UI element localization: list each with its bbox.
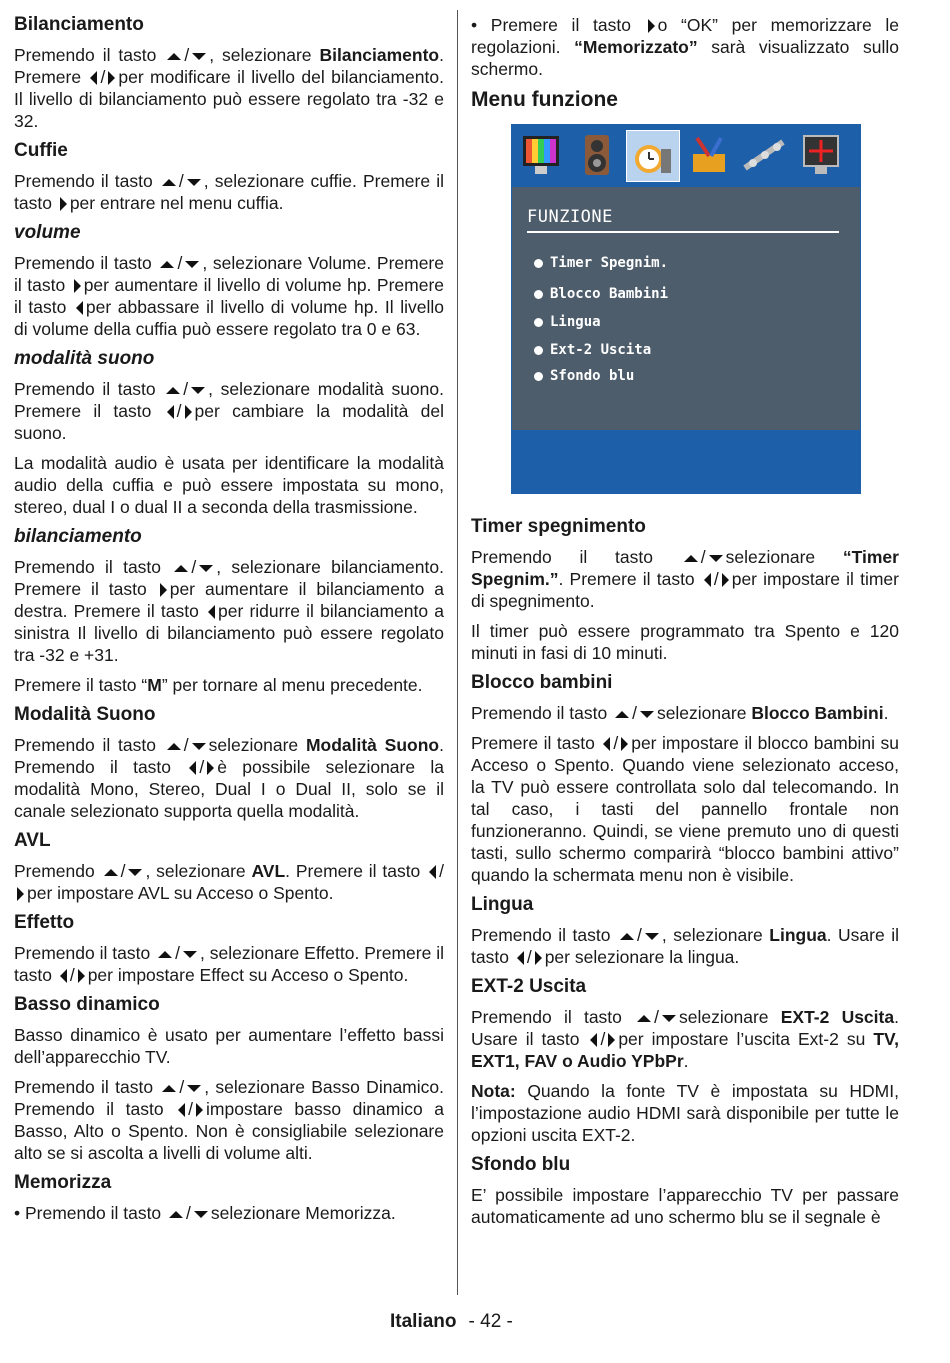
- menu-panel: [511, 186, 861, 431]
- right-arrow-icon: [207, 761, 214, 775]
- bullet-icon: [534, 346, 543, 355]
- left-arrow-icon: [590, 1033, 597, 1047]
- right-arrow-icon: [60, 197, 67, 211]
- page-footer: [390, 1311, 513, 1333]
- menu-footer-bar: [511, 431, 861, 494]
- source-menu-icon: [739, 130, 791, 180]
- left-arrow-icon: [90, 71, 97, 85]
- left-arrow-icon: [178, 1103, 185, 1117]
- menu-title-underline: [527, 231, 839, 233]
- left-arrow-icon: [603, 737, 610, 751]
- column-divider: [457, 10, 458, 1295]
- up-arrow-icon: [162, 1085, 176, 1092]
- up-arrow-icon: [174, 565, 188, 572]
- paragraph-modalita-suono-2: La modalità audio è usata per identificare la modalità audio della cuffia e può essere impostata su mono, stereo, dual I o dual II a seconda della trasmissione.: [14, 453, 444, 517]
- function-menu-screenshot: [511, 124, 861, 494]
- up-arrow-icon: [160, 261, 174, 268]
- install-menu-icon: [683, 130, 735, 180]
- down-arrow-icon: [640, 711, 654, 718]
- heading-blocco-bambini: Blocco bambini: [471, 672, 613, 693]
- paragraph-lingua: Premendo il tasto / , selezionare Lingua. Usare il tasto / per selezionare la lingua.: [471, 925, 899, 967]
- paragraph-volume: Premendo il tasto / , selezionare Volume. Premere il tasto per aumentare il livello di volume hp. Premere il tasto per abbassare il livello di volume hp. Il livello di volume della cuffia può essere regolato tra 0 e 63.: [14, 253, 445, 339]
- down-arrow-icon: [128, 869, 142, 876]
- right-arrow-icon: [74, 279, 81, 293]
- down-arrow-icon: [199, 565, 213, 572]
- sound-menu-icon: [571, 130, 623, 180]
- right-arrow-icon: [722, 573, 729, 587]
- right-arrow-icon: [608, 1033, 615, 1047]
- down-arrow-icon: [187, 1085, 201, 1092]
- down-arrow-icon: [185, 261, 199, 268]
- feature-menu-icon: [626, 130, 680, 182]
- left-arrow-icon: [189, 761, 196, 775]
- paragraph-modalita-suono-1: Premendo il tasto / , selezionare modalità suono. Premere il tasto / per cambiare la modalità del suono.: [14, 379, 445, 443]
- up-arrow-icon: [620, 933, 634, 940]
- right-arrow-icon: [78, 969, 85, 983]
- heading-cuffie: Cuffie: [14, 140, 68, 161]
- page-number: - 42 -: [468, 1311, 513, 1332]
- heading-volume: volume: [14, 222, 81, 243]
- bullet-icon: [534, 290, 543, 299]
- right-arrow-icon: [535, 951, 542, 965]
- heading-avl: AVL: [14, 830, 51, 851]
- footer-language: Italiano: [390, 1311, 457, 1332]
- paragraph-ext2-1: Premendo il tasto / selezionare EXT-2 Uscita. Usare il tasto / per impostare l’uscita Ext-2 su TV, EXT1, FAV o Audio YPbPr.: [471, 1007, 899, 1071]
- menu-item-timer[interactable]: Timer Spegnim.: [534, 255, 668, 271]
- paragraph-avl: Premendo / , selezionare AVL. Premere il tasto /per impostare AVL su Acceso o Spento.: [14, 861, 444, 903]
- up-arrow-icon: [104, 869, 118, 876]
- bullet-icon: [534, 259, 543, 268]
- down-arrow-icon: [191, 387, 205, 394]
- left-arrow-icon: [76, 301, 83, 315]
- paragraph-bilanciamento: Premendo il tasto / , selezionare Bilanciamento. Premere / per modificare il livello del bilanciamento. Il livello di bilanciamento può essere regolato tra -32 e 32.: [14, 45, 444, 131]
- left-column: [14, 14, 444, 1232]
- down-arrow-icon: [192, 743, 206, 750]
- down-arrow-icon: [187, 179, 201, 186]
- paragraph-bilanciamento-cuffia-1: Premendo il tasto / , selezionare bilanciamento. Premere il tasto per aumentare il bilanciamento a destra. Premere il tasto per ridurre il bilanciamento a sinistra Il livello di bilanciamento può essere regolato tra -32 e +31.: [14, 557, 444, 665]
- paragraph-cuffie: Premendo il tasto / , selezionare cuffie. Premere il tasto per entrare nel menu cuffia.: [14, 171, 445, 213]
- heading-modalita-suono-main: Modalità Suono: [14, 704, 156, 725]
- up-arrow-icon: [167, 743, 181, 750]
- menu-title: FUNZIONE: [527, 207, 613, 227]
- heading-ext2-uscita: EXT-2 Uscita: [471, 976, 587, 997]
- picture-menu-icon: [515, 130, 567, 180]
- heading-menu-funzione: Menu funzione: [471, 88, 618, 111]
- paragraph-basso-dinamico-2: Premendo il tasto / , selezionare Basso Dinamico. Premendo il tasto / impostare basso dinamico a Basso, Alto o Spento. Non è consigliabile selezionare alto se si ascolta a livelli di volume alti.: [14, 1077, 444, 1163]
- left-arrow-icon: [167, 405, 174, 419]
- menu-item-sfondo-blu[interactable]: Sfondo blu: [534, 368, 634, 384]
- paragraph-blocco-2: Premere il tasto / per impostare il blocco bambini su Acceso o Spento. Quando viene selezionato acceso, la TV può essere controllata solo dal telecomando. In tal caso, i tasti del pannello frontale non funzioneranno. Quindi, se viene premuto uno di questi tasti, sullo schermo comparirà “blocco bambini attivo” quando la schermata menu non è visibile.: [471, 733, 899, 885]
- paragraph-timer-2: Il timer può essere programmato tra Spento e 120 minuti in fasi di 10 minuti.: [471, 621, 899, 663]
- right-arrow-icon: [17, 887, 24, 901]
- right-column: [471, 14, 899, 1236]
- left-arrow-icon: [704, 573, 711, 587]
- menu-item-lingua[interactable]: Lingua: [534, 314, 601, 330]
- menu-icon-bar: [511, 124, 861, 186]
- paragraph-ext2-nota: Nota: Quando la fonte TV è impostata su HDMI, l’impostazione audio HDMI sarà disponibile per tutte le opzioni uscita EXT-2.: [471, 1081, 899, 1145]
- left-arrow-icon: [208, 605, 215, 619]
- heading-basso-dinamico: Basso dinamico: [14, 994, 160, 1015]
- right-arrow-icon: [108, 71, 115, 85]
- down-arrow-icon: [194, 1211, 208, 1218]
- menu-item-ext2[interactable]: Ext-2 Uscita: [534, 342, 651, 358]
- up-arrow-icon: [637, 1015, 651, 1022]
- down-arrow-icon: [183, 951, 197, 958]
- heading-modalita-suono: modalità suono: [14, 348, 155, 369]
- right-arrow-icon: [160, 583, 167, 597]
- heading-effetto: Effetto: [14, 912, 75, 933]
- paragraph-timer-1: Premendo il tasto / selezionare “Timer Spegnim.”. Premere il tasto / per impostare il timer di spegnimento.: [471, 547, 899, 611]
- right-arrow-icon: [648, 19, 655, 33]
- paragraph-sfondo-blu: E’ possibile impostare l’apparecchio TV per passare automaticamente ad uno schermo blu se il segnale è: [471, 1185, 899, 1227]
- menu-item-blocco-bambini[interactable]: Blocco Bambini: [534, 286, 668, 302]
- left-arrow-icon: [60, 969, 67, 983]
- down-arrow-icon: [709, 555, 723, 562]
- up-arrow-icon: [162, 179, 176, 186]
- heading-memorizza: Memorizza: [14, 1172, 112, 1193]
- down-arrow-icon: [645, 933, 659, 940]
- up-arrow-icon: [169, 1211, 183, 1218]
- heading-lingua: Lingua: [471, 894, 534, 915]
- left-arrow-icon: [429, 865, 436, 879]
- right-arrow-icon: [621, 737, 628, 751]
- right-arrow-icon: [185, 405, 192, 419]
- up-arrow-icon: [158, 951, 172, 958]
- paragraph-memorizza-2: • Premere il tasto o “OK” per memorizzare le regolazioni. “Memorizzato” sarà visualizzato sullo schermo.: [471, 15, 899, 79]
- paragraph-memorizza-1: • Premendo il tasto / selezionare Memorizza.: [14, 1203, 396, 1223]
- bullet-icon: [534, 372, 543, 381]
- heading-sfondo-blu: Sfondo blu: [471, 1154, 571, 1175]
- down-arrow-icon: [192, 53, 206, 60]
- heading-timer-spegnimento: Timer spegnimento: [471, 516, 646, 537]
- paragraph-bilanciamento-cuffia-2: Premere il tasto “M” per tornare al menu precedente.: [14, 675, 423, 695]
- heading-bilanciamento: Bilanciamento: [14, 14, 144, 35]
- down-arrow-icon: [662, 1015, 676, 1022]
- up-arrow-icon: [615, 711, 629, 718]
- pc-menu-icon: [795, 130, 847, 180]
- paragraph-modalita-suono-main: Premendo il tasto / selezionare Modalità Suono. Premendo il tasto / è possibile selezionare la modalità Mono, Stereo, Dual I o Dual II, solo se il canale selezionato supporta quella modalità.: [14, 735, 444, 821]
- paragraph-basso-dinamico-1: Basso dinamico è usato per aumentare l’effetto bassi dell’apparecchio TV.: [14, 1025, 444, 1067]
- paragraph-blocco-1: Premendo il tasto / selezionare Blocco Bambini.: [471, 703, 889, 723]
- right-arrow-icon: [196, 1103, 203, 1117]
- up-arrow-icon: [167, 53, 181, 60]
- bullet-icon: [534, 318, 543, 327]
- up-arrow-icon: [684, 555, 698, 562]
- left-arrow-icon: [517, 951, 524, 965]
- paragraph-effetto: Premendo il tasto / , selezionare Effetto. Premere il tasto / per impostare Effect su Acceso o Spento.: [14, 943, 444, 985]
- up-arrow-icon: [166, 387, 180, 394]
- heading-bilanciamento-cuffia: bilanciamento: [14, 526, 142, 547]
